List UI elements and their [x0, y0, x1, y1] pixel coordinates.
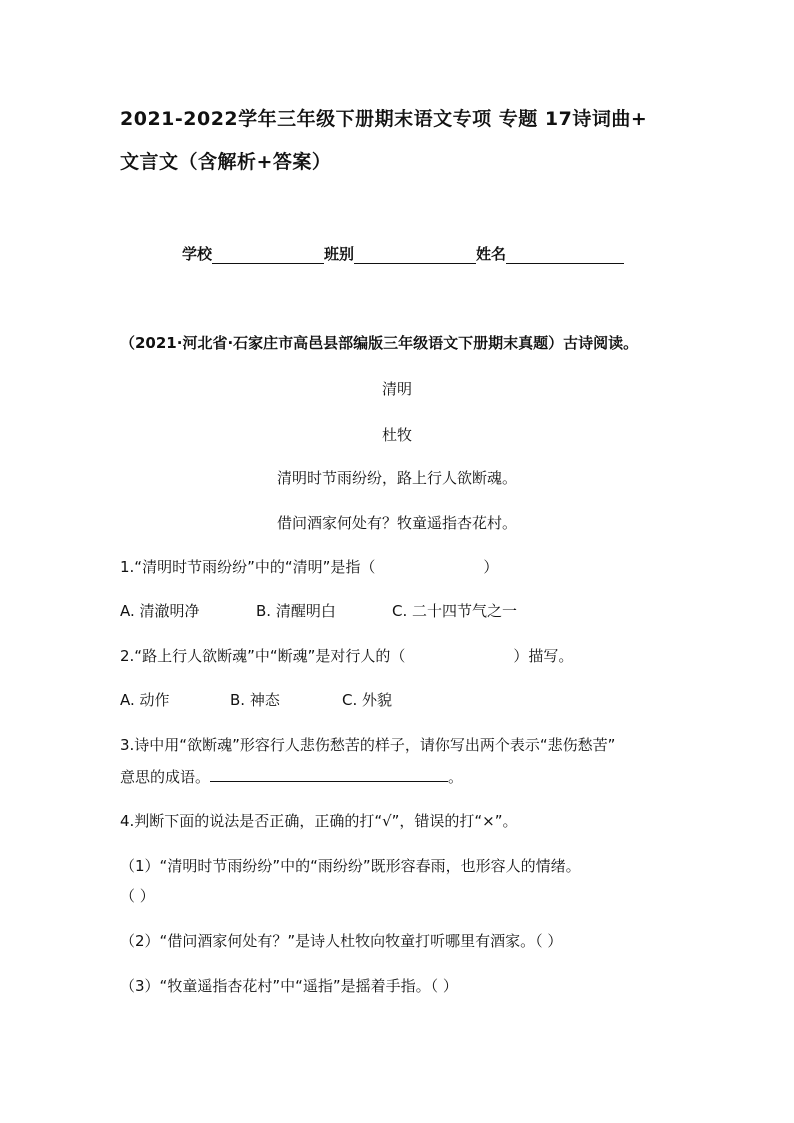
question-4-stem: 4.判断下面的说法是否正确，正确的打“√”，错误的打“×”。	[120, 812, 518, 830]
document-title-line-2: 文言文（含解析+答案）	[120, 151, 332, 173]
class-blank[interactable]	[354, 249, 476, 264]
school-blank[interactable]	[212, 249, 324, 264]
poem-line-1: 清明时节雨纷纷，路上行人欲断魂。	[276, 469, 517, 487]
question-2-options	[120, 689, 392, 710]
question-1	[120, 556, 498, 577]
question-4-item-2: （2）“借问酒家何处有？”是诗人杜牧向牧童打听哪里有酒家。（ ）	[120, 932, 563, 950]
document-title-line-1: 2021-2022学年三年级下册期末语文专项 专题 17诗词曲+	[120, 108, 648, 130]
question-4-item-1: （1）“清明时节雨纷纷”中的“雨纷纷”既形容春雨，也形容人的情绪。	[120, 857, 581, 875]
question-2-option-a[interactable]: A. 动作	[120, 691, 170, 709]
question-1-close: ）	[483, 558, 499, 576]
poem-line-2: 借问酒家何处有？牧童遥指杏花村。	[276, 514, 517, 532]
question-3-end: 。	[448, 768, 464, 786]
class-label: 班别	[324, 245, 355, 263]
question-1-stem: 1.“清明时节雨纷纷”中的“清明”是指（	[120, 558, 376, 576]
name-label: 姓名	[476, 245, 507, 263]
question-1-option-a[interactable]: A. 清澈明净	[120, 602, 200, 620]
question-1-option-c[interactable]: C. 二十四节气之一	[392, 602, 518, 620]
student-info-row	[182, 243, 624, 264]
question-3-answer-line[interactable]	[210, 767, 448, 782]
question-2	[120, 645, 573, 666]
question-2-stem: 2.“路上行人欲断魂”中“断魂”是对行人的（	[120, 647, 406, 665]
question-4-item-1-answer[interactable]: （ ）	[120, 887, 155, 905]
question-1-options	[120, 600, 517, 621]
question-source: （2021·河北省·石家庄市高邑县部编版三年级语文下册期末真题）古诗阅读。	[120, 334, 639, 352]
poem-title: 清明	[381, 380, 412, 398]
question-2-close: ）描写。	[513, 647, 574, 665]
question-2-option-c[interactable]: C. 外貌	[342, 691, 393, 709]
question-4-item-3: （3）“牧童遥指杏花村”中“遥指”是摇着手指。（ ）	[120, 977, 458, 995]
school-label: 学校	[182, 245, 213, 263]
question-3-line-2	[120, 766, 463, 787]
question-3-line-1: 3.诗中用“欲断魂”形容行人悲伤愁苦的样子，请你写出两个表示“悲伤愁苦”	[120, 736, 616, 754]
question-3-prompt: 意思的成语。	[120, 768, 211, 786]
name-blank[interactable]	[506, 249, 624, 264]
question-2-option-b[interactable]: B. 神态	[230, 691, 280, 709]
poem-author: 杜牧	[381, 426, 412, 444]
question-1-option-b[interactable]: B. 清醒明白	[256, 602, 336, 620]
